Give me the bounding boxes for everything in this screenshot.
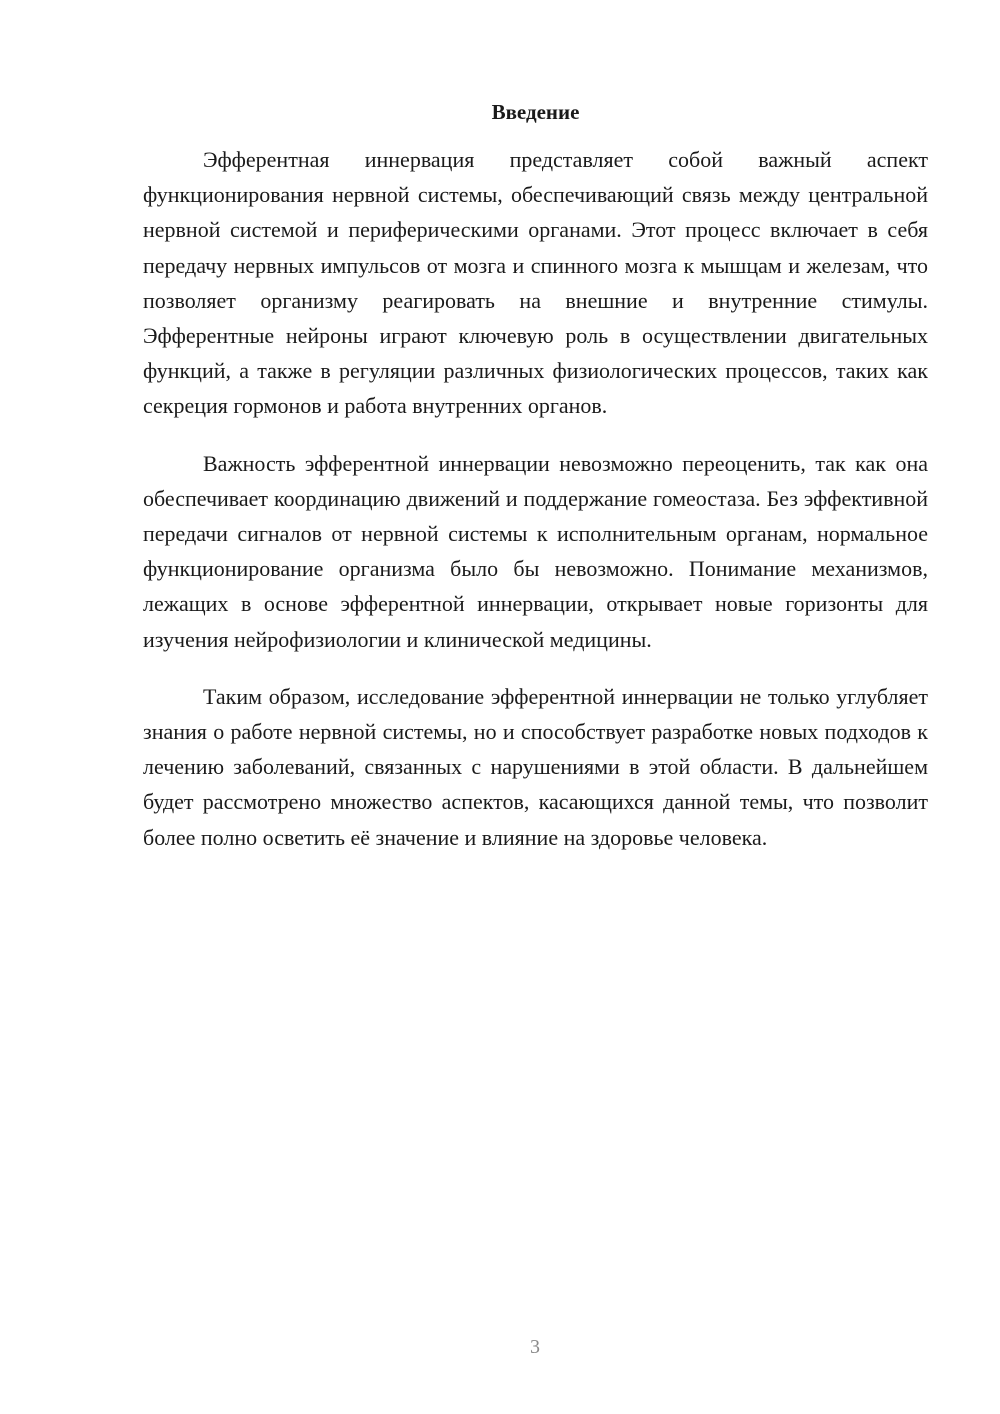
section-heading: Введение	[491, 100, 580, 124]
body-text	[143, 142, 928, 877]
paragraph-3: Таким образом, исследование эфферентной иннервации не только углубляет знания о работе нервной системы, но и способствует разработке новых подходов к лечению заболеваний, связанных с нарушениями в этой области. В дальнейшем будет рассмотрено множество аспектов, касающихся данной темы, что позволит более полно осветить её значение и влияние на здоровье человека.	[143, 683, 928, 850]
paragraph-2: Важность эфферентной иннервации невозможно переоценить, так как она обеспечивает координацию движений и поддержание гомеостаза. Без эффективной передачи сигналов от нервной системы к исполнительным органам, нормальное функционирование организма было бы невозможно. Понимание механизмов, лежащих в основе эфферентной иннервации, открывает новые горизонты для изучения нейрофизиологии и клинической медицины.	[143, 450, 928, 652]
page-number: 3	[530, 1336, 540, 1358]
paragraph-1: Эфферентная иннервация представляет собой важный аспект функционирования нервной системы, обеспечивающий связь между центральной нервной системой и периферическими органами. Этот процесс включает в себя передачу нервных импульсов от мозга и спинного мозга к мышцам и железам, что позволяет организму реагировать на внешние и внутренние стимулы. Эфферентные нейроны играют ключевую роль в осуществлении двигательных функций, а также в регуляции различных физиологических процессов, таких как секреция гормонов и работа внутренних органов.	[143, 147, 928, 419]
